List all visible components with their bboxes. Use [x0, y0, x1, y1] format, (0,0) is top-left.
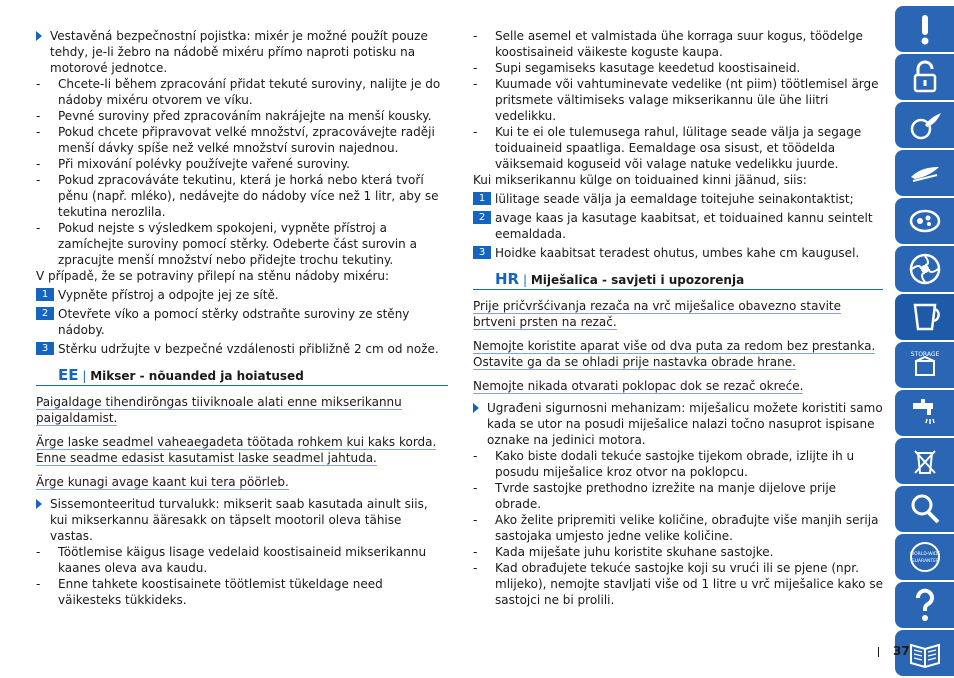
step-text: Vypněte přístroj a odpojte jej ze sítě.: [58, 288, 279, 302]
ee-tip: - Enne tahkete koostisainete töötlemist tükeldage need väikesteks tükkideks.: [36, 576, 448, 608]
question-icon: [907, 587, 943, 623]
svg-text:WORLD-WIDE: WORLD-WIDE: [909, 552, 940, 557]
left-column: [36, 28, 448, 608]
step-number: 2: [473, 211, 491, 224]
warning-text: Paigaldage tihendirõngas tiiviknoale alati enne mikserikannu paigaldamist.: [36, 395, 402, 425]
tab-search[interactable]: [895, 486, 954, 532]
hr-tip: - Kad obrađujete tekuće sastojke koji su vrući ili se pjene (npr. mlijeko), nemojte stavljati više od 1 litre u vrč miješalice kako se sastojci ne bi prolili.: [473, 560, 883, 608]
cz-tip: - Pevné suroviny před zpracováním nakrájejte na menší kousky.: [36, 108, 448, 124]
warning-text: Ärge laske seadmel vaheaegadeta töötada rohkem kui kaks korda. Enne seadme edasist kasutamist laske seadmel jahtuda.: [36, 435, 437, 465]
cz-intro: V případě, že se potraviny přilepí na stěnu nádoby mixéru:: [36, 269, 390, 283]
ee-tip: - Supi segamiseks kasutage keedetud koostisaineid.: [473, 60, 883, 76]
cz-tip: - Pokud chcete připravovat velké množství, zpracovávejte raději menší dávky spíše než velké množství surovin najednou.: [36, 124, 448, 156]
heading-separator: |: [82, 369, 87, 383]
step-number: 1: [473, 192, 491, 205]
page-number-value: 37: [893, 644, 910, 658]
tab-cleaning[interactable]: [895, 390, 954, 436]
right-column: [473, 28, 883, 608]
guarantee-icon: [907, 539, 943, 575]
tab-fan[interactable]: [895, 246, 954, 292]
cz-tip: - Pokud zpracováváte tekutinu, která je horká nebo která tvoří pěnu (např. mléko), nedávejte do nádoby více než 1 litr, aby se tekutina nerozlila.: [36, 172, 448, 220]
book-icon: [907, 635, 943, 671]
ee-tip: - Töötlemise käigus lisage vedelaid koostisaineid mikserikannu kaanes oleva ava kaudu.: [36, 544, 448, 576]
blender-jar-icon: [907, 299, 943, 335]
tab-blade[interactable]: [895, 102, 954, 148]
ee-safety-bullet: Sissemonteeritud turvalukk: mikserit saab kasutada ainult siis, kui mikserkannu ääresakk on täpselt mootoril oleva tähise vastas.: [36, 496, 448, 544]
storage-icon: [907, 347, 943, 383]
exclamation-icon: [907, 11, 943, 47]
ee-step: [473, 191, 883, 207]
warning-text: Prije pričvršćivanja rezača na vrč miješalice obavezno stavite brtveni prsten na rezač.: [473, 299, 842, 329]
fan-icon: [907, 251, 943, 287]
hr-tip: - Kada miješate juhu koristite skuhane sastojke.: [473, 544, 883, 560]
ee-tip: - Selle asemel et valmistada ühe korraga suur kogus, töödelge koostisaineid väikeste koguste kaupa.: [473, 28, 883, 60]
step-number: 1: [36, 288, 54, 301]
cz-tip: - Chcete-li během zpracování přidat tekuté suroviny, nalijte je do nádoby mixéru otvorem ve víku.: [36, 76, 448, 108]
step-number: 3: [473, 246, 491, 259]
step-text: lülitage seade välja ja eemaldage toitejuhe seinakontaktist;: [495, 192, 854, 206]
tab-guarantee[interactable]: [895, 534, 954, 580]
whisk-icon: [907, 155, 943, 191]
tab-lock[interactable]: [895, 54, 954, 100]
section-title: Miješalica - savjeti i upozorenja: [530, 273, 745, 287]
section-title: Mikser - nõuanded ja hoiatused: [90, 369, 304, 383]
cz-step: [36, 341, 448, 357]
storage-label: STORAGE: [910, 351, 939, 358]
food-icon: [907, 203, 943, 239]
tab-food[interactable]: [895, 198, 954, 244]
step-number: 2: [36, 307, 54, 320]
section-heading-hr: [473, 271, 883, 290]
warning-text: Nemojte koristite aparat više od dva puta za redom bez prestanka. Ostavite ga da se ohladi prije nastavka obrade hrane.: [473, 339, 876, 369]
page-separator: [878, 647, 879, 657]
cz-step: [36, 306, 448, 338]
step-text: Hoidke kaabitsat teradest ohutus, umbes kahe cm kaugusel.: [495, 246, 860, 260]
tab-environment[interactable]: [895, 438, 954, 484]
tab-storage[interactable]: [895, 342, 954, 388]
ee-step: [473, 210, 883, 242]
step-number: 3: [36, 342, 54, 355]
blade-icon: [907, 107, 943, 143]
cz-safety-bullet: Vestavěná bezpečnostní pojistka: mixér je možné použít pouze tehdy, je-li žebro na nádobě mixéru přímo naproti potisku na motorové jednotce.: [36, 28, 448, 76]
cz-tip: - Při mixování polévky používejte vařené suroviny.: [36, 156, 448, 172]
language-code: EE: [58, 366, 79, 384]
tab-whisk[interactable]: [895, 150, 954, 196]
hr-tip: - Tvrde sastojke prethodno izrežite na manje dijelove prije obrade.: [473, 480, 883, 512]
hr-safety-bullet: Ugrađeni sigurnosni mehanizam: miješalicu možete koristiti samo kada se utor na posudi miješalice nalazi točno nasuprot ispisane oznake na jedinici motora.: [473, 400, 883, 448]
warning-text: Ärge kunagi avage kaant kui tera pöörleb.: [36, 475, 289, 489]
svg-text:GUARANTEE: GUARANTEE: [910, 559, 939, 564]
ee-intro: Kui mikserikannu külge on toiduained kinni jäänud, siis:: [473, 173, 807, 187]
padlock-icon: [907, 59, 943, 95]
section-heading-ee: [36, 367, 448, 386]
recycle-bin-icon: [907, 443, 943, 479]
hr-tip: - Kako biste dodali tekuće sastojke tijekom obrade, izlijte ih u posudu miješalice kroz otvor na poklopcu.: [473, 448, 883, 480]
tab-blender-jar[interactable]: [895, 294, 954, 340]
step-text: Stěrku udržujte v bezpečné vzdálenosti přibližně 2 cm od nože.: [58, 342, 439, 356]
section-tabs: [895, 6, 954, 678]
step-text: Otevřete víko a pomocí stěrky odstraňte suroviny ze stěny nádoby.: [58, 307, 410, 337]
cz-step: [36, 287, 448, 303]
cz-tip: - Pokud nejste s výsledkem spokojeni, vypněte přístroj a zamíchejte suroviny pomocí stěrky. Odeberte část surovin a zpracujte menší množství nebo přidejte trochu tekutiny.: [36, 220, 448, 268]
ee-tip: - Kui te ei ole tulemusega rahul, lülitage seade välja ja segage toiduaineid spaatliga. Eemaldage osa sisust, et töödelda väiksemaid koguseid või valage natuke vedelikku juurde.: [473, 124, 883, 172]
warning-text: Nemojte nikada otvarati poklopac dok se rezač okreće.: [473, 379, 804, 393]
tab-help[interactable]: [895, 582, 954, 628]
page-number: [878, 644, 910, 658]
magnifier-icon: [907, 491, 943, 527]
ee-step: [473, 245, 883, 261]
heading-separator: |: [522, 273, 527, 287]
language-code: HR: [495, 270, 520, 288]
step-text: avage kaas ja kasutage kaabitsat, et toiduained kannu seintelt eemaldada.: [495, 211, 873, 241]
tap-icon: [907, 395, 943, 431]
hr-tip: - Ako želite pripremiti velike količine, obrađujte više manjih serija sastojaka umjesto jedne velike količine.: [473, 512, 883, 544]
ee-tip: - Kuumade või vahtuminevate vedelike (nt piim) töötlemisel ärge pritsmete vältimiseks valage mikserikannu üle ühe liitri vedelikku.: [473, 76, 883, 124]
tab-safety[interactable]: [895, 6, 954, 52]
